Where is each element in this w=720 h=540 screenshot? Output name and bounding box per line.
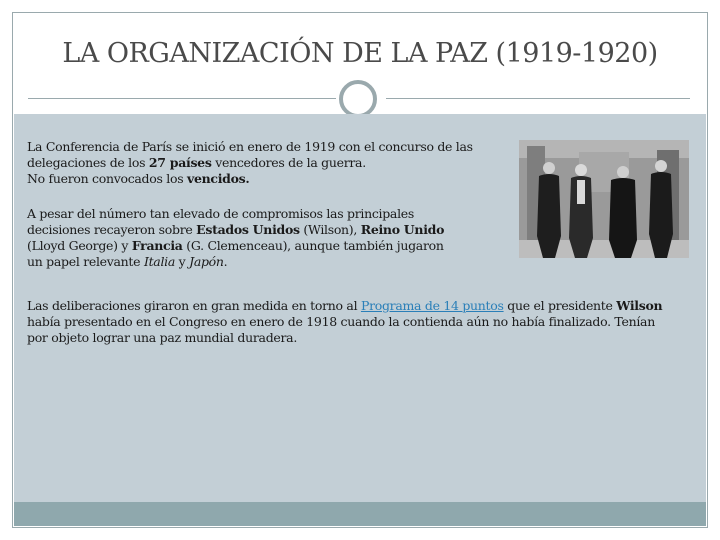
- text-run: (Wilson),: [299, 222, 361, 237]
- text-line: [27, 222, 444, 238]
- photo-illustration: [519, 140, 689, 258]
- text-line: había presentado en el Congreso en enero de 1918 cuando la contienda aún no había finalizado. Tenían: [27, 314, 655, 329]
- text-line: A pesar del número tan elevado de compromisos las principales: [27, 206, 414, 221]
- text-line: [27, 298, 662, 314]
- text-bold: Wilson: [616, 298, 663, 313]
- text-line: por objeto lograr una paz mundial duradera.: [27, 330, 297, 345]
- divider-ring-ornament: [339, 80, 377, 118]
- text-run: decisiones recayeron sobre: [27, 222, 197, 237]
- text-bold: vencidos.: [186, 171, 250, 186]
- text-run: vencedores de la guerra.: [211, 155, 366, 170]
- text-run: Las deliberaciones giraron en gran medida en torno al: [27, 298, 361, 313]
- text-run: (Lloyd George) y: [27, 238, 132, 253]
- text-line: La Conferencia de París se inició en enero de 1919 con el concurso de las: [27, 139, 473, 154]
- text-line: [27, 238, 444, 254]
- text-run: que el presidente: [503, 298, 617, 313]
- text-run: delegaciones de los: [27, 155, 149, 170]
- text-line: [27, 171, 473, 187]
- slide-title: LA ORGANIZACIÓN DE LA PAZ (1919-1920): [62, 38, 658, 69]
- text-line: [27, 155, 473, 171]
- text-run: (G. Clemenceau), aunque también jugaron: [182, 238, 444, 253]
- text-italic: Japón: [189, 254, 224, 269]
- text-bold: Francia: [131, 238, 183, 253]
- big-four-photo: [519, 140, 689, 258]
- text-run: y: [175, 254, 190, 269]
- text-line: [27, 254, 444, 270]
- text-run: No fueron convocados los: [27, 171, 187, 186]
- text-run: .: [223, 254, 228, 269]
- fourteen-points-link[interactable]: Programa de 14 puntos: [360, 298, 504, 313]
- paragraph-decisions: [27, 206, 444, 270]
- title-divider-right: [386, 98, 690, 99]
- text-italic: Italia: [143, 254, 175, 269]
- text-run: un papel relevante: [27, 254, 144, 269]
- paragraph-conference: [27, 139, 473, 187]
- paragraph-fourteen-points: [27, 298, 662, 346]
- text-bold: Estados Unidos: [196, 222, 300, 237]
- text-bold: 27 países: [148, 155, 212, 170]
- footer-bar: [14, 502, 706, 526]
- title-divider-left: [28, 98, 336, 99]
- text-bold: Reino Unido: [360, 222, 445, 237]
